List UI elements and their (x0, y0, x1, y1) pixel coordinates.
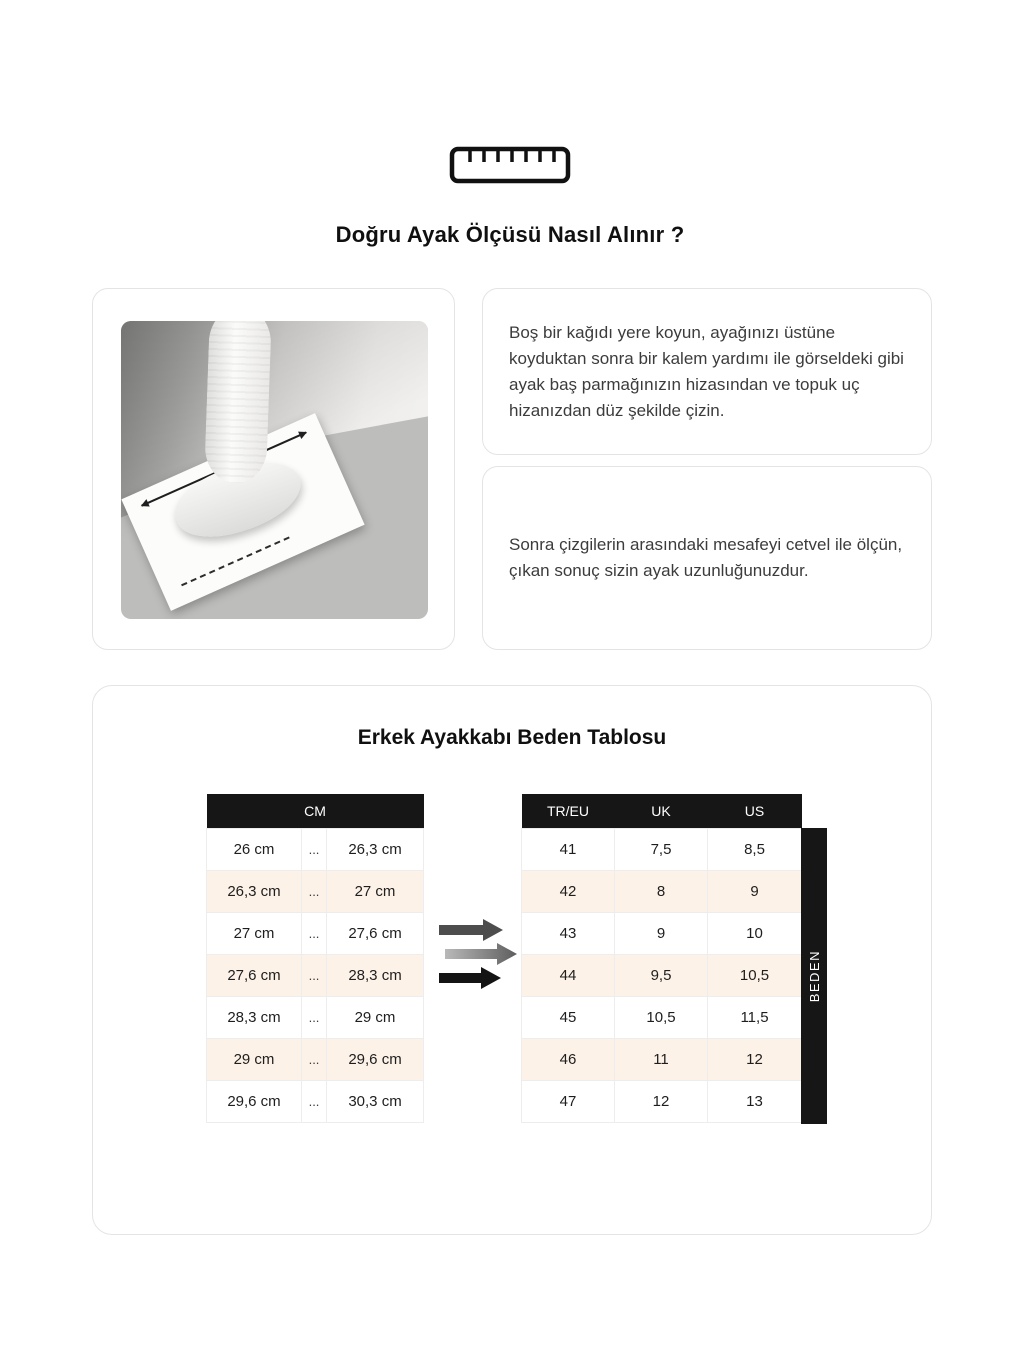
foot-measurement-photo (121, 321, 428, 619)
us-cell: 8,5 (708, 828, 802, 870)
conversion-arrows-icon (439, 918, 523, 995)
size-table-title: Erkek Ayakkabı Beden Tablosu (357, 726, 667, 749)
uk-cell: 9 (615, 912, 708, 954)
size-conversion-table (521, 794, 802, 1123)
cm-separator: ... (302, 954, 327, 996)
cm-to-cell: 27,6 cm (327, 912, 424, 954)
page-title: Doğru Ayak Ölçüsü Nasıl Alınır ? (335, 222, 685, 247)
cm-table-row (207, 870, 424, 912)
uk-cell: 12 (615, 1080, 708, 1122)
us-header: US (708, 794, 802, 828)
us-cell: 9 (708, 870, 802, 912)
measurement-photo-card (92, 288, 455, 650)
tr-eu-header: TR/EU (522, 794, 615, 828)
uk-cell: 11 (615, 1038, 708, 1080)
cm-separator: ... (302, 1038, 327, 1080)
photo-sock-leg (204, 321, 272, 484)
tr-eu-cell: 43 (522, 912, 615, 954)
ruler-icon (0, 146, 1020, 184)
cm-to-cell: 30,3 cm (327, 1080, 424, 1122)
uk-cell: 10,5 (615, 996, 708, 1038)
cm-table-row (207, 1038, 424, 1080)
instruction-step-2: Sonra çizgilerin arasındaki mesafeyi cetvel ile ölçün, çıkan sonuç sizin ayak uzunluğunuzdur. (509, 535, 903, 580)
instruction-card-1 (482, 288, 932, 455)
tr-eu-cell: 47 (522, 1080, 615, 1122)
size-table-row (522, 870, 802, 912)
cm-from-cell: 29 cm (207, 1038, 302, 1080)
size-table-row (522, 996, 802, 1038)
cm-to-cell: 27 cm (327, 870, 424, 912)
cm-table-body (207, 828, 424, 1122)
tr-eu-cell: 41 (522, 828, 615, 870)
cm-table-row (207, 1080, 424, 1122)
cm-table-row (207, 828, 424, 870)
uk-cell: 7,5 (615, 828, 708, 870)
size-table-row (522, 954, 802, 996)
size-table-row (522, 912, 802, 954)
us-cell: 13 (708, 1080, 802, 1122)
size-table-card (92, 685, 932, 1235)
beden-label: BEDEN (806, 949, 822, 1003)
cm-table-row (207, 996, 424, 1038)
cm-table (206, 794, 424, 1123)
cm-from-cell: 27 cm (207, 912, 302, 954)
cm-separator: ... (302, 870, 327, 912)
us-cell: 11,5 (708, 996, 802, 1038)
uk-cell: 9,5 (615, 954, 708, 996)
size-table-row (522, 828, 802, 870)
instruction-step-1: Boş bir kağıdı yere koyun, ayağınızı üstüne koyduktan sonra bir kalem yardımı ile görseldeki gibi ayak baş parmağınızın hizasından ve topuk uç hizanızdan düz şekilde çizin. (509, 322, 904, 420)
size-table-row (522, 1080, 802, 1122)
cm-separator: ... (302, 1080, 327, 1122)
cm-table-row (207, 954, 424, 996)
cm-from-cell: 27,6 cm (207, 954, 302, 996)
instruction-card-2 (482, 466, 932, 650)
tr-eu-cell: 46 (522, 1038, 615, 1080)
cm-from-cell: 28,3 cm (207, 996, 302, 1038)
cm-separator: ... (302, 828, 327, 870)
size-table-row (522, 1038, 802, 1080)
uk-cell: 8 (615, 870, 708, 912)
tr-eu-cell: 45 (522, 996, 615, 1038)
cm-table-header: CM (207, 794, 424, 828)
cm-to-cell: 29,6 cm (327, 1038, 424, 1080)
cm-to-cell: 26,3 cm (327, 828, 424, 870)
cm-table-row (207, 912, 424, 954)
size-table-body (522, 828, 802, 1122)
cm-from-cell: 26 cm (207, 828, 302, 870)
us-cell: 12 (708, 1038, 802, 1080)
uk-header: UK (615, 794, 708, 828)
us-cell: 10,5 (708, 954, 802, 996)
tr-eu-cell: 44 (522, 954, 615, 996)
cm-to-cell: 28,3 cm (327, 954, 424, 996)
beden-sidebar (801, 828, 827, 1124)
cm-from-cell: 26,3 cm (207, 870, 302, 912)
cm-separator: ... (302, 996, 327, 1038)
tr-eu-cell: 42 (522, 870, 615, 912)
cm-separator: ... (302, 912, 327, 954)
us-cell: 10 (708, 912, 802, 954)
cm-from-cell: 29,6 cm (207, 1080, 302, 1122)
cm-to-cell: 29 cm (327, 996, 424, 1038)
